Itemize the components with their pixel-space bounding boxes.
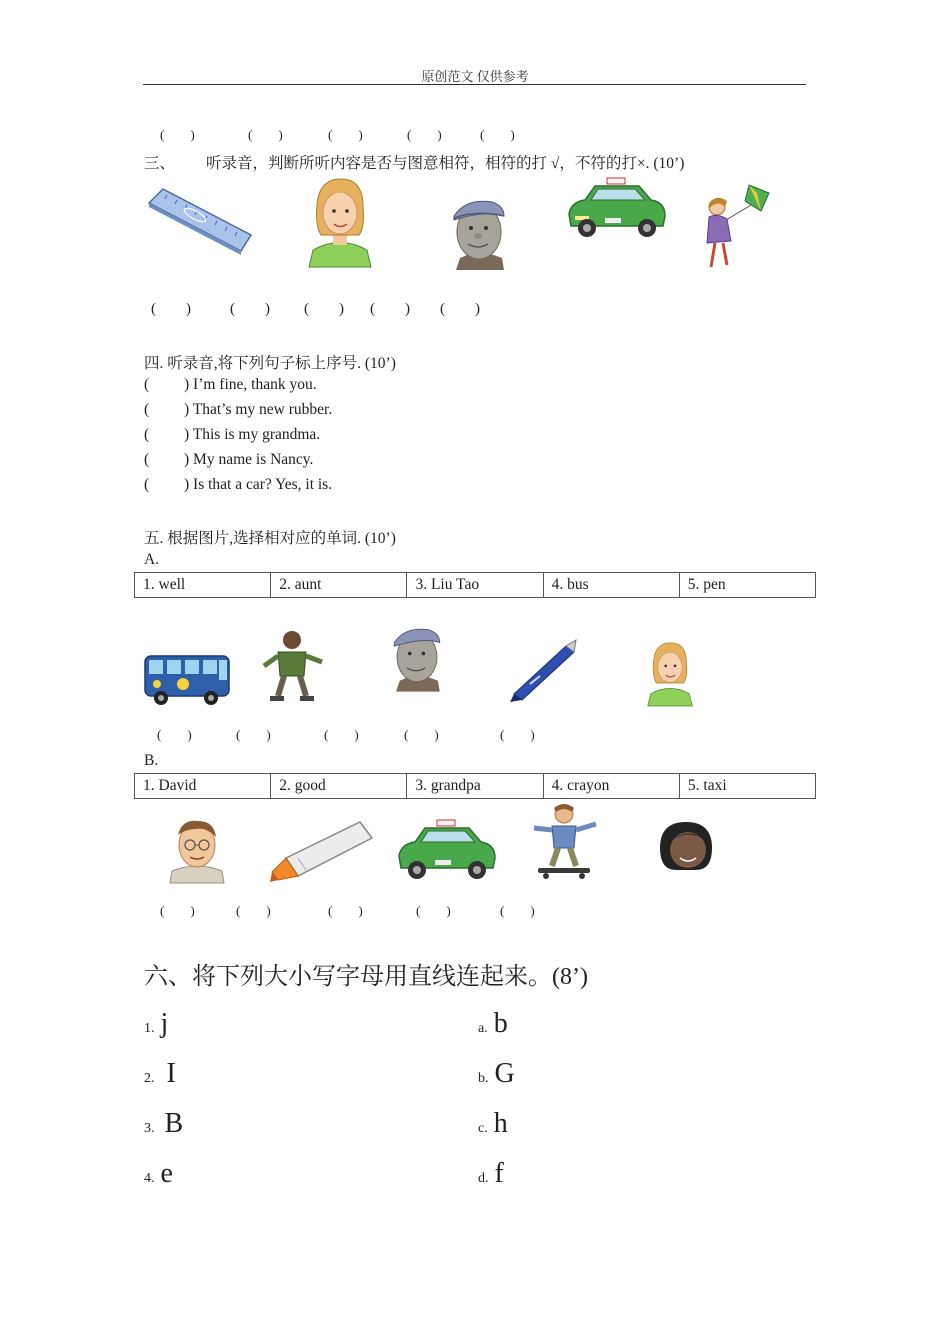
boy-skating-picture xyxy=(260,628,326,706)
word-cell: 3. Liu Tao xyxy=(407,573,543,598)
answer-paren: ( ) xyxy=(236,727,271,742)
left-letter-item: 1. j xyxy=(144,1008,169,1039)
left-letter-item: 2. I xyxy=(144,1058,176,1089)
bus-picture xyxy=(143,652,231,706)
answer-paren: ( ) xyxy=(157,727,192,742)
section4-title: 四. 听录音,将下列句子标上序号. (10’) xyxy=(144,355,396,372)
answer-paren: ( ) xyxy=(248,127,283,142)
left-letter-item: 4. e xyxy=(144,1158,173,1189)
answer-paren: ( ) xyxy=(304,301,344,317)
page-header: 原创范文 仅供参考 xyxy=(421,69,529,84)
left-letter-item: 3. B xyxy=(144,1108,184,1139)
answer-paren: ( ) xyxy=(404,727,439,742)
right-letter-item: c. h xyxy=(478,1108,508,1139)
section3-paren-row xyxy=(0,301,950,319)
man-glasses-portrait xyxy=(166,815,228,883)
part-a-label: A. xyxy=(144,551,160,568)
answer-paren: ( ) xyxy=(416,903,451,918)
word-cell: 1. well xyxy=(135,573,271,598)
word-table-a xyxy=(134,572,816,598)
pen-picture xyxy=(510,640,580,704)
answer-paren: ( ) xyxy=(328,127,363,142)
word-cell: 5. taxi xyxy=(679,774,815,799)
grandpa-portrait xyxy=(446,196,512,270)
word-cell: 4. crayon xyxy=(543,774,679,799)
answer-paren: ( ) xyxy=(500,903,535,918)
answer-paren: ( ) xyxy=(236,903,271,918)
crayon-picture xyxy=(268,818,374,884)
answer-paren: ( ) xyxy=(160,127,195,142)
right-letter-item: d. f xyxy=(478,1158,504,1189)
answer-paren: ( ) xyxy=(480,127,515,142)
answer-paren: ( ) xyxy=(370,301,410,317)
taxi-picture xyxy=(395,820,499,882)
answer-paren-row xyxy=(0,127,950,145)
sentence-item: ( ) That’s my new rubber. xyxy=(144,401,333,418)
right-letter-item: a. b xyxy=(478,1008,508,1039)
sentence-item: ( ) I’m fine, thank you. xyxy=(144,376,317,393)
word-cell: 5. pen xyxy=(679,573,815,598)
taxi-picture xyxy=(565,178,669,240)
word-cell: 2. aunt xyxy=(271,573,407,598)
answer-paren: ( ) xyxy=(440,301,480,317)
word-cell: 2. good xyxy=(271,774,407,799)
woman-portrait xyxy=(305,175,375,267)
sentence-item: ( ) Is that a car? Yes, it is. xyxy=(144,476,333,493)
part-b-paren-row xyxy=(0,903,950,921)
answer-paren: ( ) xyxy=(151,301,191,317)
section6-title: 六、将下列大小写字母用直线连起来。(8’) xyxy=(144,964,588,990)
section5-title: 五. 根据图片,选择相对应的单词. (10’) xyxy=(144,530,396,547)
woman-portrait xyxy=(640,640,700,706)
section3-title: 三、 听录音，判断所听内容是否与图意相符，相符的打 √，不符的打×. (10’) xyxy=(144,155,685,172)
grandpa-portrait xyxy=(387,623,447,693)
answer-paren: ( ) xyxy=(500,727,535,742)
answer-paren: ( ) xyxy=(160,903,195,918)
word-table-b xyxy=(134,773,816,799)
answer-paren: ( ) xyxy=(230,301,270,317)
boy-skateboard-picture xyxy=(528,802,600,880)
part-a-paren-row xyxy=(0,727,950,745)
header-divider xyxy=(143,84,806,85)
answer-paren: ( ) xyxy=(407,127,442,142)
word-cell: 1. David xyxy=(135,774,271,799)
sentence-item: ( ) My name is Nancy. xyxy=(144,451,314,468)
answer-paren: ( ) xyxy=(324,727,359,742)
part-b-label: B. xyxy=(144,752,159,769)
girl-kite-picture xyxy=(705,183,773,273)
ruler-picture xyxy=(145,185,255,255)
word-cell: 3. grandpa xyxy=(407,774,543,799)
girl-face-picture xyxy=(656,820,716,872)
answer-paren: ( ) xyxy=(328,903,363,918)
sentence-item: ( ) This is my grandma. xyxy=(144,426,321,443)
word-cell: 4. bus xyxy=(543,573,679,598)
right-letter-item: b. G xyxy=(478,1058,515,1089)
